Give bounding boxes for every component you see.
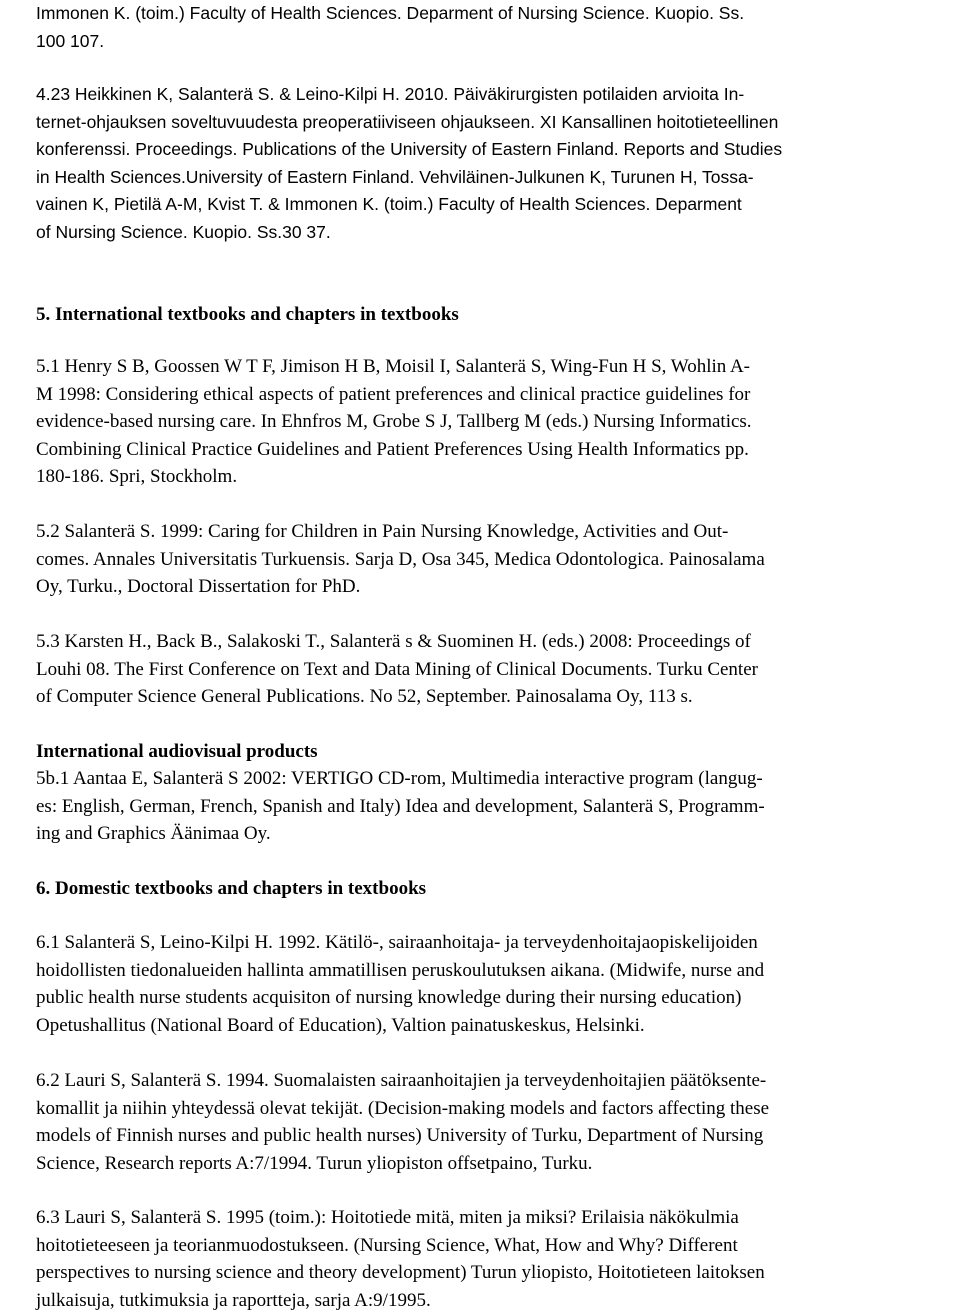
text-line: 5.3 Karsten H., Back B., Salakoski T., Salanterä s & Suominen H. (eds.) 2008: Proceedings of [36, 631, 751, 652]
entry-6-2 [36, 1067, 960, 1177]
text-line: of Nursing Science. Kuopio. Ss.30 37. [36, 221, 331, 242]
text-line: 6.1 Salanterä S, Leino-Kilpi H. 1992. Kätilö-, sairaanhoitaja- ja terveydenhoitajaopiskelijoiden [36, 932, 758, 953]
text-line: M 1998: Considering ethical aspects of patient preferences and clinical practice guidelines for [36, 383, 751, 405]
text-line: vainen K, Pietilä A-M, Kvist T. & Immonen K. (toim.) Faculty of Health Sciences. Deparment [36, 194, 742, 214]
text-line: evidence-based nursing care. In Ehnfros M, Grobe S J, Tallberg M (eds.) Nursing Informatics. [36, 411, 752, 432]
text-line: Oy, Turku., Doctoral Dissertation for PhD. [36, 576, 361, 597]
text-line: ing and Graphics Äänimaa Oy. [36, 823, 271, 844]
entry-5-3 [36, 628, 960, 711]
text-line: ternet-ohjauksen soveltuvuudesta preoperatiiviseen ohjaukseen. XI Kansallinen hoitotieteellinen [36, 111, 779, 132]
text-line: 180-186. Spri, Stockholm. [36, 466, 238, 487]
text-segment: in Health Sciences.University of Eastern Finland. [36, 166, 420, 187]
text-line: of Computer Science General Publications. No 52, September. Painosalama Oy, 113 s. [36, 686, 693, 707]
text-line: 4.23 Heikkinen K, Salanterä S. & Leino-Kilpi H. 2010. Päiväkirurgisten potilaiden arvioita In- [36, 84, 745, 104]
text-line: 6.3 Lauri S, Salanterä S. 1995 (toim.): Hoitotiede mitä, miten ja miksi? Erilaisia näkökulmia [36, 1207, 739, 1228]
text-line [36, 136, 960, 164]
section-heading-5: 5. International textbooks and chapters in textbooks [36, 304, 459, 325]
text-line: public health nurse students acquisiton of nursing knowledge during their nursing education) [36, 987, 742, 1008]
text-line: hoitotieteeseen ja teorianmuodostukseen. (Nursing Science, What, How and Why? Different [36, 1234, 738, 1256]
text-line [36, 164, 960, 192]
text-line: Opetushallitus (National Board of Education), Valtion painatuskeskus, Helsinki. [36, 1014, 645, 1036]
text-line: comes. Annales Universitatis Turkuensis. Sarja D, Osa 345, Medica Odontologica. Painosalama [36, 548, 765, 570]
entry-continuation [36, 0, 960, 55]
text-line: Science, Research reports A:7/1994. Turun yliopiston offsetpaino, Turku. [36, 1152, 593, 1174]
entry-6-3 [36, 1204, 960, 1314]
entry-6-1 [36, 929, 960, 1039]
entry-5-1 [36, 353, 960, 491]
text-line: hoidollisten tiedonalueiden hallinta ammatillisen peruskoulutuksen aikana. (Midwife, nurse and [36, 959, 765, 981]
text-segment: Publications of the University of Eastern Finland. Reports and Studies [242, 139, 783, 159]
text-line: Immonen K. (toim.) Faculty of Health Sciences. Deparment of Nursing Science. Kuopio. Ss. [36, 3, 745, 23]
text-line: 6.2 Lauri S, Salanterä S. 1994. Suomalaisten sairaanhoitajien ja terveydenhoitajien päätöksente- [36, 1070, 767, 1091]
text-line: models of Finnish nurses and public health nurses) University of Turku, Department of Nursing [36, 1125, 764, 1146]
text-line: Combining Clinical Practice Guidelines and Patient Preferences Using Health Informatics pp. [36, 438, 749, 460]
text-line: komallit ja niihin yhteydessä olevat tekijät. (Decision-making models and factors affecting these [36, 1097, 770, 1119]
text-line: 5.2 Salanterä S. 1999: Caring for Children in Pain Nursing Knowledge, Activities and Out- [36, 521, 729, 542]
text-line: Louhi 08. The First Conference on Text and Data Mining of Clinical Documents. Turku Center [36, 658, 758, 680]
text-line: 100 107. [36, 30, 105, 51]
section-heading-6: 6. Domestic textbooks and chapters in textbooks [36, 878, 427, 899]
text-segment: Vehviläinen-Julkunen K, Turunen H, Tossa- [419, 166, 754, 187]
entry-5-2 [36, 518, 960, 601]
text-line: perspectives to nursing science and theory development) Turun yliopisto, Hoitotieteen laitoksen [36, 1262, 765, 1283]
text-line: julkaisuja, tutkimuksia ja raportteja, sarja A:9/1995. [36, 1289, 431, 1311]
text-line: 5b.1 Aantaa E, Salanterä S 2002: VERTIGO CD-rom, Multimedia interactive program (langug- [36, 768, 763, 789]
entry-4-23 [36, 81, 960, 246]
section-heading-audiovisual: International audiovisual products [36, 741, 318, 762]
text-line: es: English, German, French, Spanish and Italy) Idea and development, Salanterä S, Programm- [36, 795, 765, 817]
text-segment: konferenssi. Proceedings. [36, 139, 243, 159]
entry-5b-1 [36, 765, 960, 848]
text-line: 5.1 Henry S B, Goossen W T F, Jimison H B, Moisil I, Salanterä S, Wing-Fun H S, Wohlin A- [36, 356, 751, 377]
